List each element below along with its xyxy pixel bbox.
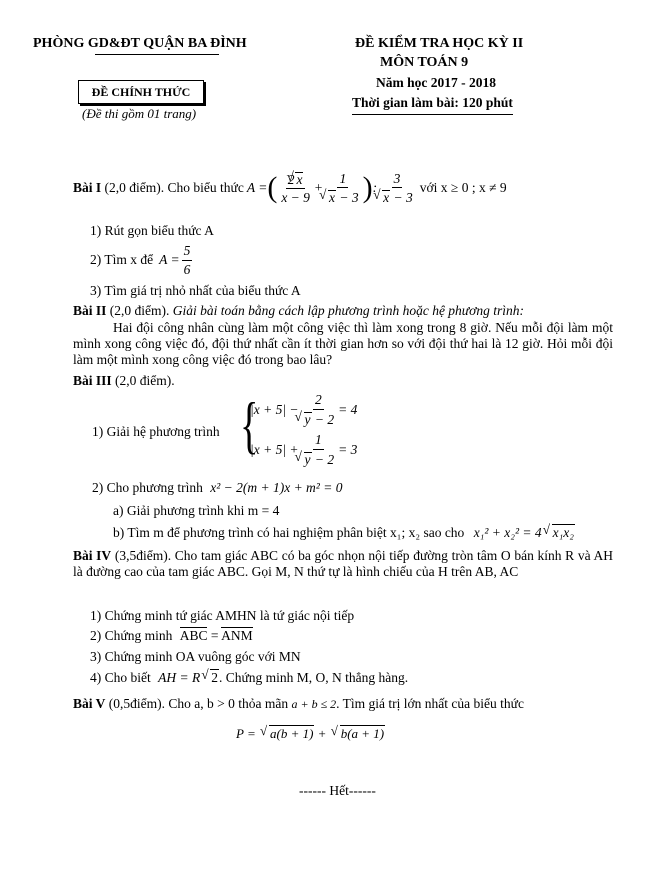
bai3-points: (2,0 điểm). xyxy=(115,373,175,388)
official-box: ĐỀ CHÍNH THỨC xyxy=(78,80,204,104)
bai1-condition: với x ≥ 0 ; x ≠ 9 xyxy=(419,180,507,195)
bai4-q4-text: 4) Cho biết xyxy=(90,670,151,685)
duration: Thời gian làm bài: 120 phút xyxy=(352,95,513,115)
department-underline xyxy=(95,54,219,55)
subject: MÔN TOÁN 9 xyxy=(380,55,469,70)
bai4-points: (3,5điểm). xyxy=(114,548,172,563)
bai4-q4 xyxy=(90,669,408,686)
bai3-q2b-formula: x₁² + x₂² = 4√ x₁x₂ xyxy=(474,525,575,540)
bai5-points: (0,5điểm). Cho a, b > 0 thỏa mãn xyxy=(108,696,289,711)
system-eq1: |x + 5| − 2 √ y − 2 = 4 xyxy=(250,393,357,426)
bai3-q2b-text: b) Tìm m để phương trình có hai nghiệm phân biệt x₁; x₂ sao cho xyxy=(113,525,465,540)
bai3-equation: x² − 2(m + 1)x + m² = 0 xyxy=(210,480,343,495)
bai4-q4-formula: AH = R√ 2 xyxy=(158,670,219,685)
bai3-q1: 1) Giải hệ phương trình xyxy=(92,424,220,439)
bai3-q2-text: 2) Cho phương trình xyxy=(92,480,203,495)
bai1-q2 xyxy=(90,244,194,276)
bai5-text: . Tìm giá trị lớn nhất của biểu thức xyxy=(336,696,524,711)
bai5-condition: a + b ≤ 2 xyxy=(291,697,337,711)
bai2-heading xyxy=(73,303,524,319)
pages-note: (Đề thi gồm 01 trang) xyxy=(82,106,197,121)
bai3-heading xyxy=(73,373,175,389)
bai4-text: Cho tam giác ABC có ba góc nhọn nội tiếp đường tròn tâm O bán kính R và AH là đường cao của tam giác ABC. Gọi M, N thứ tự là hình chiếu của H trên AB, AC xyxy=(73,548,614,579)
system-brace: { xyxy=(240,389,259,460)
bai4-q4-tail: . Chứng minh M, O, N thẳng hàng. xyxy=(218,670,409,685)
bai1-q1: 1) Rút gọn biểu thức A xyxy=(90,223,214,238)
school-year: Năm học 2017 - 2018 xyxy=(376,75,496,90)
bai1-label: Bài I xyxy=(73,180,102,195)
bai4-label: Bài IV xyxy=(73,548,112,563)
bai3-q2a: a) Giải phương trình khi m = 4 xyxy=(113,503,280,518)
bai5-formula: P = √ a(b + 1) + √ b(a + 1) xyxy=(236,725,385,742)
bai4-statement xyxy=(73,548,613,580)
bai4-q2-text: 2) Chứng minh xyxy=(90,628,173,643)
bai1-statement xyxy=(73,168,507,208)
bai3-q2b xyxy=(113,524,575,541)
bai4-q1: 1) Chứng minh tứ giác AMHN là tứ giác nội tiếp xyxy=(90,608,355,623)
bai4-q2 xyxy=(90,628,253,644)
end-marker: ------ Hết------ xyxy=(299,783,376,798)
bai3-q2 xyxy=(92,480,342,496)
bai2-points: (2,0 điểm). xyxy=(109,303,170,318)
bai4-angles: ABC = ANM xyxy=(179,628,253,643)
bai2-instruction: Giải bài toán bằng cách lập phương trình hoặc hệ phương trình: xyxy=(172,303,525,318)
bai5-label: Bài V xyxy=(73,696,106,711)
bai1-q3: 3) Tìm giá trị nhỏ nhất của biểu thức A xyxy=(90,283,301,298)
bai1-q2-text: 2) Tìm x để xyxy=(90,252,154,267)
department-name: PHÒNG GD&ĐT QUẬN BA ĐÌNH xyxy=(33,36,247,51)
bai1-points: (2,0 điểm). Cho biểu thức xyxy=(104,180,244,195)
bai4-q3: 3) Chứng minh OA vuông góc với MN xyxy=(90,649,301,664)
bai5-statement xyxy=(73,696,524,712)
bai1-q2-formula: A = $\frac{5}{6}$ xyxy=(159,243,191,277)
system-eq2: |x + 5| + 1 √ y − 2 = 3 xyxy=(250,433,357,466)
bai2-text: Hai đội công nhân cùng làm một công việc thì làm xong trong 8 giờ. Nếu mỗi đội làm một mình xong công việc đó, đội thứ nhất cần ít thời gian hơn so với đội thứ hai là 12 giờ. Hỏi mỗi đội làm một mình xong công việc đó trong bao lâu? xyxy=(73,320,613,367)
bai2-label: Bài II xyxy=(73,303,107,318)
bai3-label: Bài III xyxy=(73,373,112,388)
bai1-formula: A = ( $\frac{2√ x}{x - 9}$ + 1 √ x − 3 ) : 3 √ x − 3 xyxy=(247,172,417,205)
exam-title: ĐỀ KIỂM TRA HỌC KỲ II xyxy=(355,36,524,51)
